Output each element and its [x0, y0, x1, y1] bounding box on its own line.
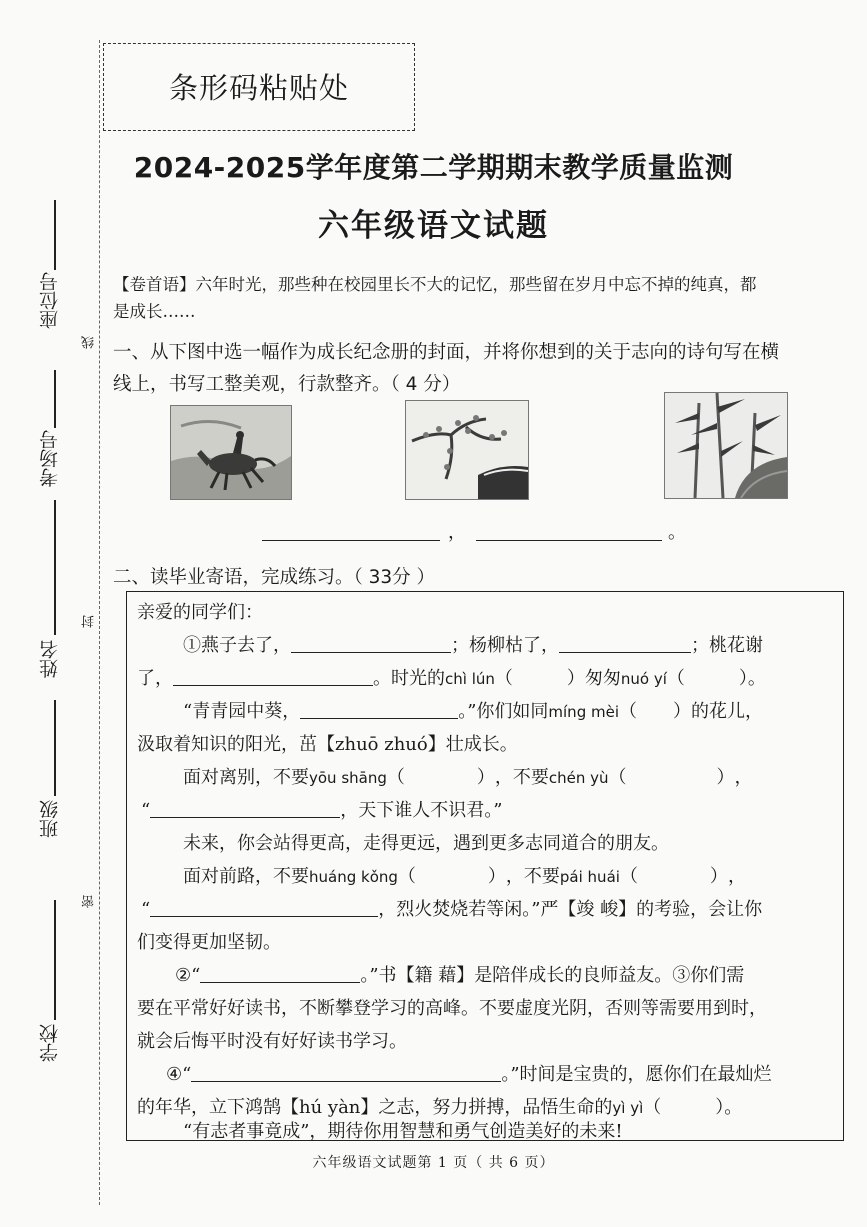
msg-line-8: [183, 862, 746, 888]
bamboo-picture[interactable]: [664, 392, 788, 499]
msg-line-11: [175, 961, 744, 987]
pinyin-yiyi: yì yì: [612, 1099, 644, 1117]
p3-text-a: “青青园中葵，: [183, 701, 301, 722]
school-write-line[interactable]: [54, 900, 56, 1020]
msg-line-14: [166, 1060, 772, 1086]
p9-text-b: ，烈火焚烧若等闲。”严【竣 峻】的考验，会让你: [378, 899, 763, 920]
side-label-school: 学校: [39, 1024, 61, 1062]
blank-poem-garden[interactable]: [300, 717, 458, 719]
side-label-name: 姓名: [39, 640, 61, 678]
blank-willow[interactable]: [559, 651, 691, 653]
barcode-area: 条形码粘贴处: [103, 43, 415, 131]
pinyin-youshang: yōu shāng: [309, 769, 387, 787]
name-write-line[interactable]: [54, 500, 56, 635]
pinyin-mingmei: míng mèi: [548, 703, 619, 721]
msg-line-4: 汲取着知识的阳光，茁【zhuō zhuó】壮成长。: [137, 734, 518, 755]
answer-yiyi[interactable]: （ ）。: [643, 1097, 743, 1118]
msg-line-10: 们变得更加坚韧。: [137, 932, 281, 953]
p8-text-b: ，不要: [505, 866, 560, 887]
msg-line-1: [183, 631, 763, 657]
msg-line-12: 要在平常好好读书，不断攀登学习的高峰。不要虚度光阴，否则等需要用到时，: [137, 998, 767, 1019]
msg-line-3: [183, 697, 763, 723]
answer-chenyu[interactable]: （ ）: [608, 767, 735, 788]
blank-reading-quote[interactable]: [200, 981, 360, 983]
class-write-line[interactable]: [54, 700, 56, 796]
answer-huangkong[interactable]: （ ）: [397, 866, 506, 887]
pinyin-chilun: chì lún: [445, 670, 495, 688]
exam-title: 2024-2025学年度第二学期期末教学质量监测: [133, 151, 734, 184]
q1-answer-period: 。: [668, 522, 686, 543]
answer-nuoyi[interactable]: （ ）。: [666, 668, 766, 689]
seal-mark-xian: 线: [82, 336, 97, 349]
page-footer: 六年级语文试题第 1 页（ 共 6 页）: [312, 1155, 555, 1171]
blank-poem-farewell[interactable]: [150, 816, 340, 818]
p8-text-c: ，: [727, 866, 746, 887]
msg-line-15: [137, 1093, 742, 1119]
side-label-class: 班级: [39, 800, 61, 838]
p11-text-a: ②“: [175, 965, 201, 986]
answer-mingmei[interactable]: （ ）: [619, 701, 691, 722]
exam-room-write-line[interactable]: [54, 370, 56, 428]
p11-text-b: 。”书【籍 藉】是陪伴成长的良师益友。③你们需: [360, 965, 745, 986]
p3-text-b: 。”你们如同: [458, 701, 549, 722]
msg-line-7: 未来，你会站得更高，走得更远，遇到更多志同道合的朋友。: [183, 833, 669, 854]
preface-line-2: 是成长……: [113, 302, 196, 321]
pinyin-chenyu: chén yù: [548, 769, 609, 787]
blank-time-quote[interactable]: [191, 1080, 501, 1082]
p1-text-b: ；杨柳枯了，: [451, 635, 559, 656]
p1-text-c: ；桃花谢: [691, 635, 763, 656]
answer-paihuai[interactable]: （ ）: [619, 866, 728, 887]
q1-answer-comma: ，: [448, 522, 466, 543]
blank-swallow[interactable]: [291, 651, 451, 653]
msg-line-2: [137, 664, 766, 690]
exam-subtitle: 六年级语文试题: [318, 208, 549, 244]
msg-line-6: [141, 796, 502, 822]
horse-rider-picture[interactable]: [170, 405, 292, 500]
pinyin-huangkong: huáng kǒng: [309, 868, 398, 886]
preface: [113, 271, 853, 325]
salutation: 亲爱的同学们：: [137, 602, 263, 623]
answer-youshang[interactable]: （ ）: [386, 767, 495, 788]
p6-text-a: “: [141, 800, 151, 821]
p8-text-a: 面对前路，不要: [183, 866, 309, 887]
answer-chilun[interactable]: （ ）: [494, 668, 585, 689]
side-label-seat: 座位号: [39, 272, 61, 329]
p14-text-a: ④“: [166, 1064, 192, 1085]
question-2-heading: 二、读毕业寄语，完成练习。（ 33分 ）: [113, 567, 436, 588]
blank-poem-lime[interactable]: [150, 915, 378, 917]
pinyin-nuoyi: nuó yí: [620, 670, 667, 688]
seal-mark-feng: 封: [82, 615, 97, 628]
msg-line-5: [183, 763, 753, 789]
p6-text-b: ，天下谁人不识君。”: [340, 800, 503, 821]
p5-text-b: ，不要: [494, 767, 549, 788]
p2-text-a: 了，: [137, 668, 173, 689]
p3-text-c: 的花儿，: [691, 701, 763, 722]
p15-text-a: 的年华，立下鸿鹄【hú yàn】之志，努力拼搏，品悟生命的: [137, 1097, 613, 1118]
p5-text-a: 面对离别，不要: [183, 767, 309, 788]
question-1-line-2: 线上，书写工整美观，行款整齐。（ 4 分）: [113, 374, 461, 395]
p2-text-b: 。时光的: [373, 668, 445, 689]
pinyin-paihuai: pái huái: [559, 868, 620, 886]
msg-line-9: [141, 895, 762, 921]
side-label-exam-room: 考场号: [39, 430, 61, 487]
seal-mark-mi: 密: [82, 895, 97, 908]
q1-answer-blank-1[interactable]: [262, 540, 440, 541]
p2-text-c: 匆匆: [584, 668, 621, 689]
msg-line-13: 就会后悔平时没有好好读书学习。: [137, 1031, 407, 1052]
p5-text-c: ，: [734, 767, 753, 788]
p1-text-a: ①燕子去了，: [183, 635, 291, 656]
preface-line-1: 【卷首语】六年时光，那些种在校园里长不大的记忆，那些留在岁月中忘不掉的纯真，都: [113, 275, 757, 294]
question-1-line-1: 一、从下图中选一幅作为成长纪念册的封面，并将你想到的关于志向的诗句写在横: [113, 342, 780, 363]
msg-line-16: “有志者事竟成”，期待你用智慧和勇气创造美好的未来!: [183, 1121, 623, 1142]
plum-blossom-picture[interactable]: [405, 400, 529, 500]
blank-peach[interactable]: [173, 684, 373, 686]
p9-text-a: “: [141, 899, 151, 920]
q1-answer-blank-2[interactable]: [476, 540, 662, 541]
p14-text-b: 。”时间是宝贵的，愿你们在最灿烂: [501, 1064, 772, 1085]
